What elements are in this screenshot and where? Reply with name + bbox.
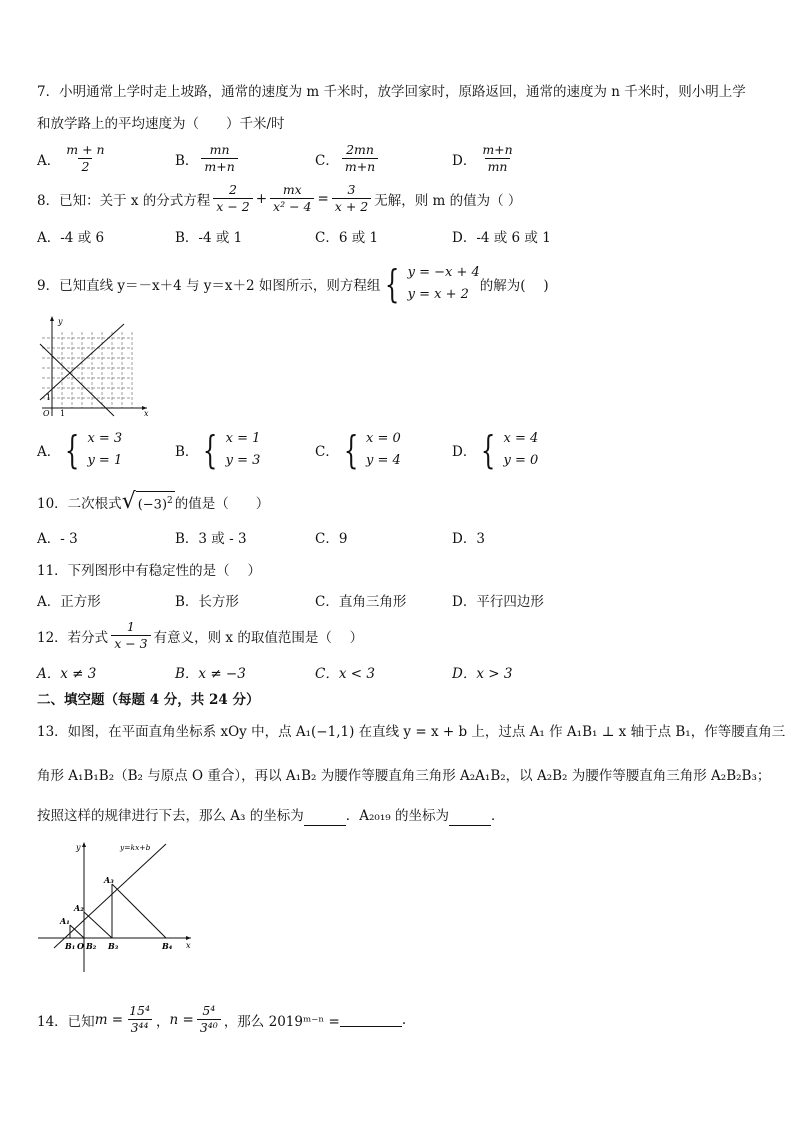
x-axis-label: x [144, 409, 149, 418]
q8-option-d[interactable]: D．-4 或 6 或 1 [452, 230, 551, 246]
option-label: D． [452, 152, 477, 169]
answer-blank-3[interactable] [340, 1012, 402, 1027]
q12-text: 12．若分式 $\frac{1}{x - 3}$ 有意义，则 x 的取值范围是（ ） [37, 619, 364, 651]
section-heading: 二、填空题（每题 4 分，共 24 分） [37, 692, 260, 708]
brace-icon: { [385, 262, 400, 306]
answer-blank-1[interactable] [304, 811, 346, 826]
q8-option-b[interactable]: B．-4 或 1 [175, 230, 243, 246]
q8-text: 8．已知：关于 x 的分式方程 $\frac{2}{x - 2}$ + $\frac{mx}{\text{x² − 4}}$ = $\frac{3}{x + 2}$ 无解，则 m 的值为（ ） [37, 182, 522, 214]
brace-icon: { [65, 428, 80, 472]
q9-option-c[interactable]: C． { x = 0 y = 4 [315, 428, 401, 472]
brace-icon: { [343, 428, 359, 472]
fraction: $\frac{m + n}{2}$ [66, 142, 105, 174]
fraction: $\frac{\text{15⁴}}{\text{3⁴⁴}}$ [129, 1003, 151, 1035]
q7-text-line2: 和放学路上的平均速度为（ ）千米/时 [37, 116, 285, 132]
answer-blank-2[interactable] [449, 811, 491, 826]
q10-option-c[interactable]: C．9 [315, 531, 348, 547]
x-axis-arrow-icon [186, 936, 191, 940]
square-root: √ $(-3)^2$ [121, 489, 173, 514]
point-a3-label: A₃ [104, 875, 114, 885]
q12-option-a[interactable]: A．x ≠ 3 [37, 666, 97, 682]
point-a1-label: A₁ [60, 916, 70, 926]
point-b1-label: B₁ [65, 941, 76, 951]
q9-option-a[interactable]: A． { x = 3 y = 1 [37, 428, 123, 472]
equation-system: { y = −x + 4 y = x + 2 [385, 262, 480, 306]
q9-graph [32, 312, 157, 418]
origin-label: O [77, 941, 84, 951]
option-label: A． [37, 152, 61, 169]
q9-option-b[interactable]: B． { x = 1 y = 3 [175, 428, 261, 472]
fraction: $\frac{1}{x - 3}$ [111, 619, 150, 652]
q13-text-line1: 13．如图，在平面直角坐标系 xOy 中，点 A₁(−1,1) 在直线 y = x + b 上，过点 A₁ 作 A₁B₁ ⊥ x 轴于点 B₁，作等腰直角三 [37, 724, 786, 740]
fraction: $\frac{2mn}{m+n}$ [342, 142, 378, 175]
y-axis-arrow-icon [50, 316, 54, 321]
q12-option-c[interactable]: C．x < 3 [315, 666, 375, 682]
q7-option-a[interactable] [37, 142, 111, 175]
y-tick-1: 1 [46, 393, 52, 402]
q12-option-d[interactable]: D．x > 3 [452, 666, 513, 682]
q13-graph [36, 838, 196, 976]
q11-option-b[interactable]: B．长方形 [175, 594, 239, 610]
q7-option-d[interactable] [452, 142, 519, 175]
q10-option-a[interactable]: A．- 3 [37, 531, 78, 547]
segment-a2-b3 [84, 912, 112, 938]
y-axis-label: y [58, 317, 63, 326]
fraction: $\frac{mn}{m+n}$ [201, 142, 237, 175]
point-b2-label: B₂ [86, 941, 97, 951]
q8-option-c[interactable]: C．6 或 1 [315, 230, 379, 246]
q8-option-a[interactable]: A．-4 或 6 [37, 230, 105, 246]
q10-option-b[interactable]: B．3 或 - 3 [175, 531, 247, 547]
point-a2-label: A₂ [74, 903, 84, 913]
y-axis-label: y [76, 843, 81, 852]
option-label: C． [315, 152, 339, 169]
q13-text-line2: 角形 A₁B₁B₂（B₂ 与原点 O 重合），再以 A₁B₂ 为腰作等腰直角三角形 A₂A₁B₂，以 A₂B₂ 为腰作等腰直角三角形 A₂B₂B₃； [37, 768, 771, 784]
radical-icon: √ [121, 489, 136, 514]
q10-option-d[interactable]: D．3 [452, 531, 485, 547]
fraction: $\frac{m+n}{mn}$ [482, 142, 513, 174]
fraction: $\frac{\text{5⁴}}{\text{3⁴⁰}}$ [197, 1003, 221, 1036]
q7-option-c[interactable] [315, 142, 381, 175]
line-y-kx-b [54, 844, 166, 948]
q9-option-d[interactable]: D． { x = 4 y = 0 [452, 428, 539, 472]
q9-text: 9．已知直线 y＝－x＋4 与 y＝x＋2 如图所示，则方程组 { y = −x + 4 y = x + 2 的解为( ) [37, 262, 549, 306]
q7-option-b[interactable] [175, 142, 241, 175]
point-b4-label: B₄ [162, 941, 173, 951]
line-y-neg-x-plus-4 [40, 344, 114, 416]
origin-label: O [43, 409, 50, 418]
q7-text-line1: 7．小明通常上学时走上坡路，通常的速度为 m 千米时，放学回家时，原路返回，通常的速度为 n 千米时，则小明上学 [37, 84, 746, 100]
q11-option-a[interactable]: A．正方形 [37, 594, 101, 610]
q11-option-c[interactable]: C．直角三角形 [315, 594, 407, 610]
brace-icon: { [203, 428, 218, 472]
x-axis-label: x [186, 941, 191, 950]
brace-icon: { [481, 428, 496, 472]
q12-option-b[interactable]: B．x ≠ −3 [175, 666, 246, 682]
option-label: B． [175, 152, 199, 169]
point-b3-label: B₃ [108, 941, 119, 951]
q14-text: 14．已知 m = $\frac{\text{15⁴}}{\text{3⁴⁴}}$ ， n = $\frac{\text{5⁴}}{\text{3⁴⁰}}$ ，那么 2019ᵐ⁻ⁿ = . [37, 1003, 407, 1035]
x-tick-1: 1 [60, 409, 66, 418]
q10-text: 10．二次根式 √ $(-3)^2$ 的值是（ ） [37, 489, 270, 514]
fraction: $\frac{mx}{\text{x² − 4}}$ [270, 182, 314, 215]
line-label: y=kx+b [120, 843, 151, 852]
segment-a3-b4 [112, 884, 166, 938]
q13-text-line3: 按照这样的规律进行下去，那么 A₃ 的坐标为 ．A₂₀₁₉ 的坐标为 ． [37, 808, 505, 824]
q11-text: 11．下列图形中有稳定性的是（ ） [37, 563, 261, 579]
q11-option-d[interactable]: D．平行四边形 [452, 594, 544, 610]
fraction: $\frac{3}{x + 2}$ [332, 182, 371, 215]
fraction: $\frac{2}{x - 2}$ [213, 182, 252, 215]
y-axis-arrow-icon [82, 842, 86, 847]
